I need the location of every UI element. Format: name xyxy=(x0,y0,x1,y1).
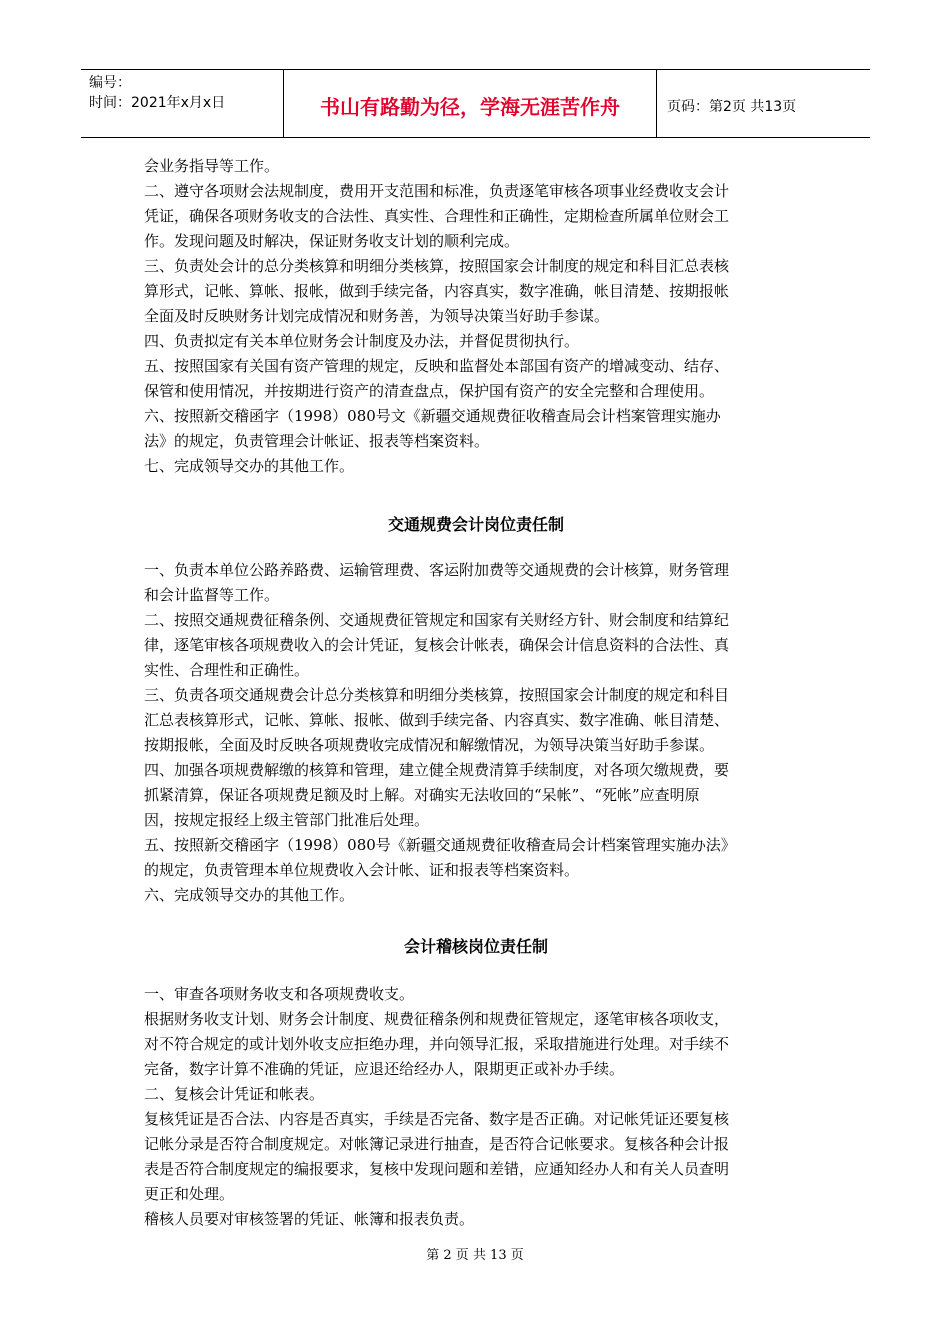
text-line: 算形式，记帐、算帐、报帐，做到手续完备，内容真实，数字准确，帐目清楚、按期报帐 xyxy=(144,282,730,300)
text-line: 六、完成领导交办的其他工作。 xyxy=(144,886,355,904)
document-date: 时间：2021年x月x日 xyxy=(89,95,226,111)
section-title-traffic-fee-accounting: 交通规费会计岗位责任制 xyxy=(387,515,564,534)
text-line: 抓紧清算，保证各项规费足额及时上解。对确实无法收回的“呆帐”、“死帐”应查明原 xyxy=(144,786,700,804)
header-meta xyxy=(81,70,283,137)
text-line: 全面及时反映财务计划完成情况和财务善，为领导决策当好助手参谋。 xyxy=(144,307,610,325)
text-line: 六、按照新交稽函字（1998）080号文《新疆交通规费征收稽查局会计档案管理实施办 xyxy=(144,407,721,425)
text-line: 三、负责各项交通规费会计总分类核算和明细分类核算，按照国家会计制度的规定和科目 xyxy=(144,686,730,704)
text-line: 二、复核会计凭证和帐表。 xyxy=(144,1085,325,1103)
text-line: 表是否符合制度规定的编报要求，复核中发现问题和差错，应通知经办人和有关人员查明 xyxy=(144,1160,730,1178)
text-line: 一、审查各项财务收支和各项规费收支。 xyxy=(144,985,415,1003)
text-line: 记帐分录是否符合制度规定。对帐簿记录进行抽查，是否符合记帐要求。复核各种会计报 xyxy=(144,1135,730,1153)
text-line: 五、按照国家有关国有资产管理的规定，反映和监督处本部国有资产的增减变动、结存、 xyxy=(144,357,730,375)
text-line: 保管和使用情况，并按期进行资产的清查盘点，保护国有资产的安全完整和合理使用。 xyxy=(144,382,715,400)
text-line: 二、按照交通规费征稽条例、交通规费征管规定和国家有关财经方针、财会制度和结算纪 xyxy=(144,611,730,629)
text-line: 实性、合理性和正确性。 xyxy=(144,661,310,679)
header-page-info: 页码：第2页 共13页 xyxy=(667,98,797,115)
text-line: 稽核人员要对审核签署的凭证、帐簿和报表负责。 xyxy=(144,1210,475,1228)
text-line: 四、加强各项规费解缴的核算和管理，建立健全规费清算手续制度，对各项欠缴规费，要 xyxy=(144,761,730,779)
text-line: 因，按规定报经上级主管部门批准后处理。 xyxy=(144,811,430,829)
text-line: 按期报帐，全面及时反映各项规费收完成情况和解缴情况，为领导决策当好助手参谋。 xyxy=(144,736,715,754)
text-line: 律，逐笔审核各项规费收入的会计凭证，复核会计帐表，确保会计信息资料的合法性、真 xyxy=(144,636,730,654)
text-line: 五、按照新交稽函字（1998）080号《新疆交通规费征收稽查局会计档案管理实施办法》 xyxy=(144,836,736,854)
section-traffic-fee-accounting xyxy=(144,558,736,908)
text-line: 对不符合规定的或计划外收支应拒绝办理，并向领导汇报，采取措施进行处理。对手续不 xyxy=(144,1035,730,1053)
header-motto: 书山有路勤为径，学海无涯苦作舟 xyxy=(283,70,657,137)
text-line: 完备，数字计算不准确的凭证，应退还给经办人，限期更正或补办手续。 xyxy=(144,1060,625,1078)
text-line: 二、遵守各项财会法规制度，费用开支范围和标准，负责逐笔审核各项事业经费收支会计 xyxy=(144,182,730,200)
text-line: 法》的规定，负责管理会计帐证、报表等档案资料。 xyxy=(144,432,490,450)
text-line: 会业务指导等工作。 xyxy=(144,157,280,175)
text-line: 七、完成领导交办的其他工作。 xyxy=(144,457,355,475)
section-title-audit: 会计稽核岗位责任制 xyxy=(403,937,548,956)
section-audit xyxy=(144,982,729,1232)
text-line: 汇总表核算形式，记帐、算帐、报帐、做到手续完备、内容真实、数字准确、帐目清楚、 xyxy=(144,711,730,729)
section-intro xyxy=(144,154,729,479)
text-line: 一、负责本单位公路养路费、运输管理费、客运附加费等交通规费的会计核算，财务管理 xyxy=(144,561,730,579)
page-footer: 第 2 页 共 13 页 xyxy=(426,1248,524,1263)
document-number-label: 编号： xyxy=(89,75,131,91)
text-line: 和会计监督等工作。 xyxy=(144,586,280,604)
text-line: 四、负责拟定有关本单位财务会计制度及办法，并督促贯彻执行。 xyxy=(144,332,580,350)
text-line: 更正和处理。 xyxy=(144,1185,235,1203)
text-line: 复核凭证是否合法、内容是否真实，手续是否完备、数字是否正确。对记帐凭证还要复核 xyxy=(144,1110,730,1128)
text-line: 三、负责处会计的总分类核算和明细分类核算，按照国家会计制度的规定和科目汇总表核 xyxy=(144,257,730,275)
text-line: 凭证，确保各项财务收支的合法性、真实性、合理性和正确性，定期检查所属单位财会工 xyxy=(144,207,730,225)
text-line: 作。发现问题及时解决，保证财务收支计划的顺利完成。 xyxy=(144,232,520,250)
text-line: 根据财务收支计划、财务会计制度、规费征稽条例和规费征管规定，逐笔审核各项收支， xyxy=(144,1010,730,1028)
page-header xyxy=(81,69,870,138)
text-line: 的规定，负责管理本单位规费收入会计帐、证和报表等档案资料。 xyxy=(144,861,580,879)
